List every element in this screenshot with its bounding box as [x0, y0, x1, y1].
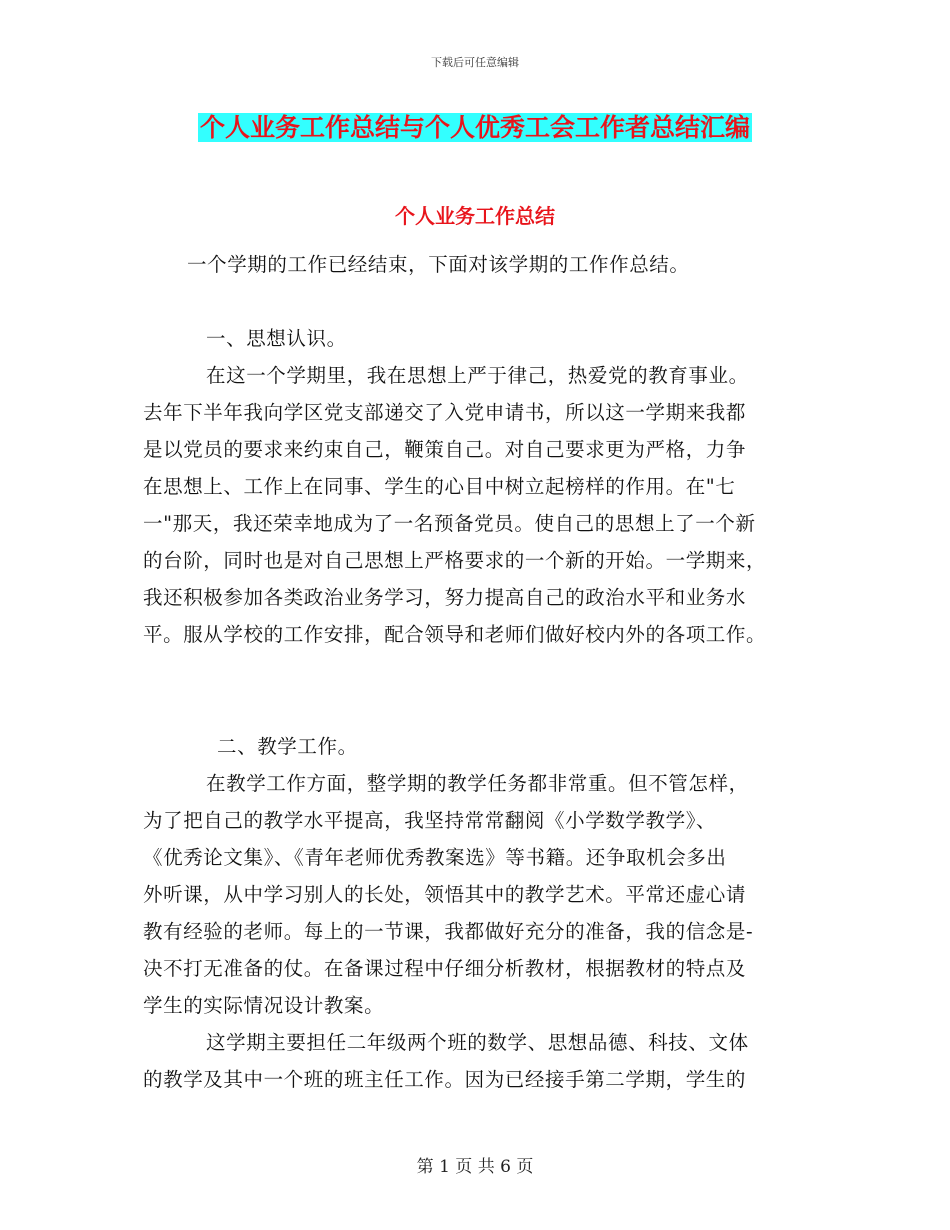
paragraph-line: 为了把自己的教学水平提高，我坚持常常翻阅《小学数学教学》、 [143, 809, 717, 832]
paragraph-line: 一"那天，我还荣幸地成为了一名预备党员。使自己的思想上了一个新 [143, 512, 756, 535]
paragraph-line: 这学期主要担任二年级两个班的数学、思想品德、科技、文体 [206, 1031, 749, 1054]
document-title-text: 个人业务工作总结与个人优秀工会工作者总结汇编 [199, 113, 750, 142]
paragraph-line: 平。服从学校的工作安排，配合领导和老师们做好校内外的各项工作。 [143, 623, 767, 646]
section-title: 个人业务工作总结 [395, 204, 555, 228]
paragraph-line: 在这一个学期里，我在思想上严于律己，热爱党的教育事业。 [206, 364, 749, 387]
page-footer: 第 1 页 共 6 页 [416, 1157, 534, 1177]
paragraph-line: 的教学及其中一个班的班主任工作。因为已经接手第二学期，学生的 [143, 1068, 747, 1091]
paragraph-line: 去年下半年我向学区党支部递交了入党申请书，所以这一学期来我都 [143, 401, 747, 424]
intro-paragraph: 一个学期的工作已经结束，下面对该学期的工作作总结。 [187, 253, 690, 276]
paragraph-line: 教有经验的老师。每上的一节课，我都做好充分的准备，我的信念是- [143, 920, 754, 943]
paragraph-line: 《优秀论文集》、《青年老师优秀教案选》等书籍。还争取机会多出 [143, 846, 727, 869]
paragraph-line: 外听课，从中学习别人的长处，领悟其中的教学艺术。平常还虚心请 [143, 883, 747, 906]
paragraph-line: 是以党员的要求来约束自己，鞭策自己。对自己要求更为严格，力争 [143, 438, 747, 461]
paragraph-line: 在思想上、工作上在同事、学生的心目中树立起榜样的作用。在"七 [143, 475, 736, 498]
section-heading-teaching: 二、教学工作。 [217, 735, 358, 758]
paragraph-line: 我还积极参加各类政治业务学习，努力提高自己的政治水平和业务水 [143, 586, 747, 609]
section-heading-thought: 一、思想认识。 [206, 327, 347, 350]
paragraph-line: 的台阶，同时也是对自己思想上严格要求的一个新的开始。一学期来， [143, 549, 767, 572]
document-title [0, 110, 950, 146]
paragraph-line: 决不打无准备的仗。在备课过程中仔细分析教材，根据教材的特点及 [143, 957, 747, 980]
paragraph-line: 学生的实际情况设计教案。 [143, 994, 385, 1017]
header-note: 下载后可任意编辑 [431, 56, 519, 69]
paragraph-line: 在教学工作方面，整学期的教学任务都非常重。但不管怎样， [206, 772, 749, 795]
